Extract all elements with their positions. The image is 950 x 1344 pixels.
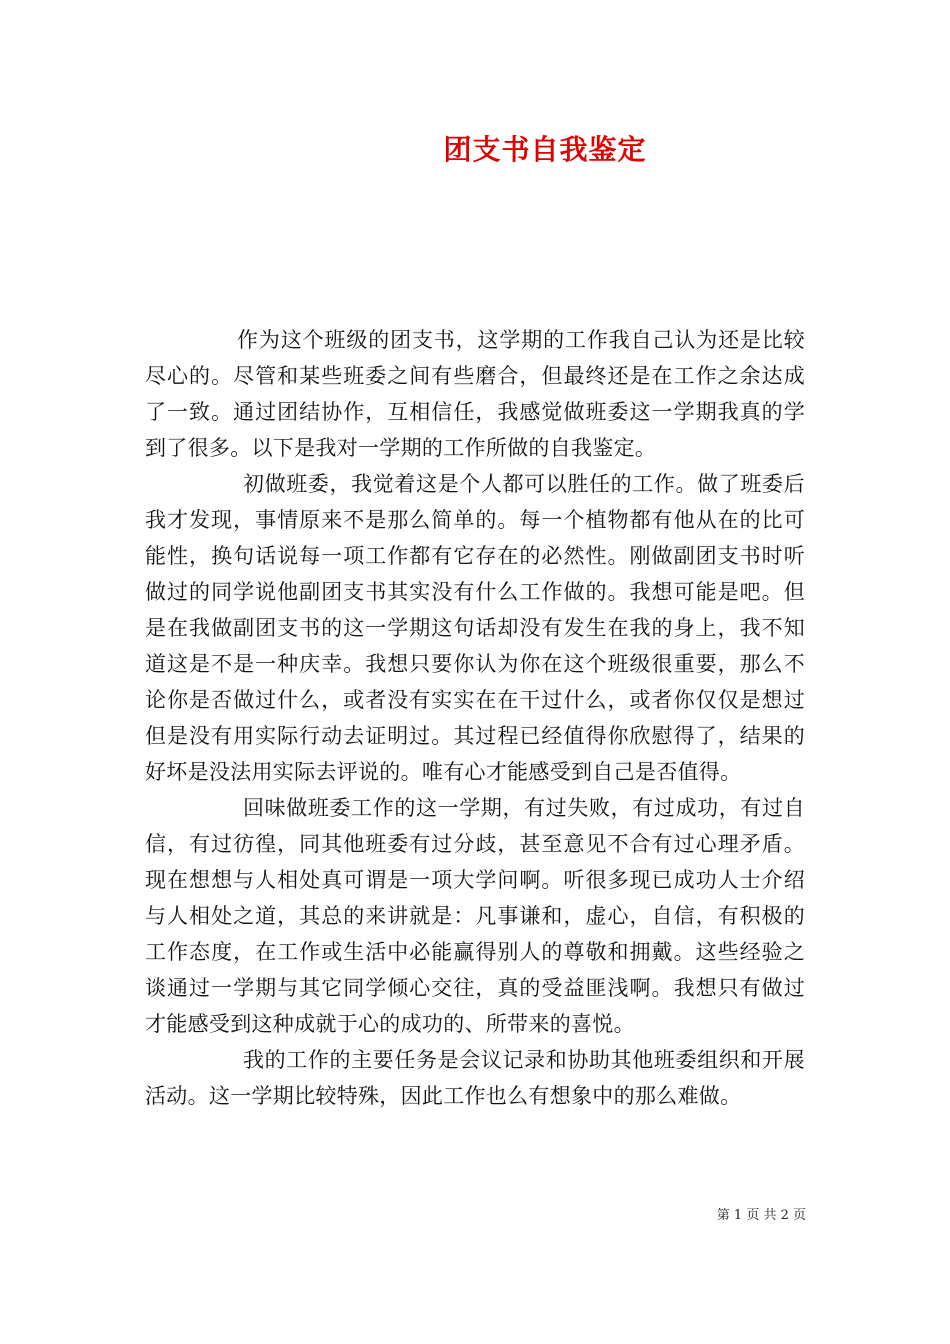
document-title: 团支书自我鉴定 [443, 133, 647, 166]
paragraph-1: 作为这个班级的团支书，这学期的工作我自己认为还是比较尽心的。尽管和某些班委之间有些磨合，但最终还是在工作之余达成了一致。通过团结协作，互相信任，我感觉做班委这一学期我真的学到了很多。以下是我对一学期的工作所做的自我鉴定。 [145, 328, 805, 460]
document-body [145, 322, 805, 1114]
paragraph-3: 回味做班委工作的这一学期，有过失败，有过成功，有过自信，有过彷徨，同其他班委有过分歧，甚至意见不合有过心理矛盾。现在想想与人相处真可谓是一项大学问啊。听很多现已成功人士介绍与人相处之道，其总的来讲就是：凡事谦和，虚心，自信，有积极的工作态度，在工作或生活中必能赢得别人的尊敬和拥戴。这些经验之谈通过一学期与其它同学倾心交往，真的受益匪浅啊。我想只有做过才能感受到这种成就于心的成功的、所带来的喜悦。 [145, 796, 805, 1036]
paragraph-4: 我的工作的主要任务是会议记录和协助其他班委组织和开展活动。这一学期比较特殊，因此工作也么有想象中的那么难做。 [145, 1048, 805, 1108]
paragraph-2: 初做班委，我觉着这是个人都可以胜任的工作。做了班委后我才发现，事情原来不是那么简单的。每一个植物都有他从在的比可能性，换句话说每一项工作都有它存在的必然性。刚做副团支书时听做过的同学说他副团支书其实没有什么工作做的。我想可能是吧。但是在我做副团支书的这一学期这句话却没有发生在我的身上，我不知道这是不是一种庆幸。我想只要你认为你在这个班级很重要，那么不论你是否做过什么，或者没有实实在在干过什么，或者你仅仅是想过但是没有用实际行动去证明过。其过程已经值得你欣慰得了，结果的好坏是没法用实际去评说的。唯有心才能感受到自己是否值得。 [145, 472, 805, 784]
page-number: 第 1 页 共 2 页 [716, 1208, 806, 1223]
